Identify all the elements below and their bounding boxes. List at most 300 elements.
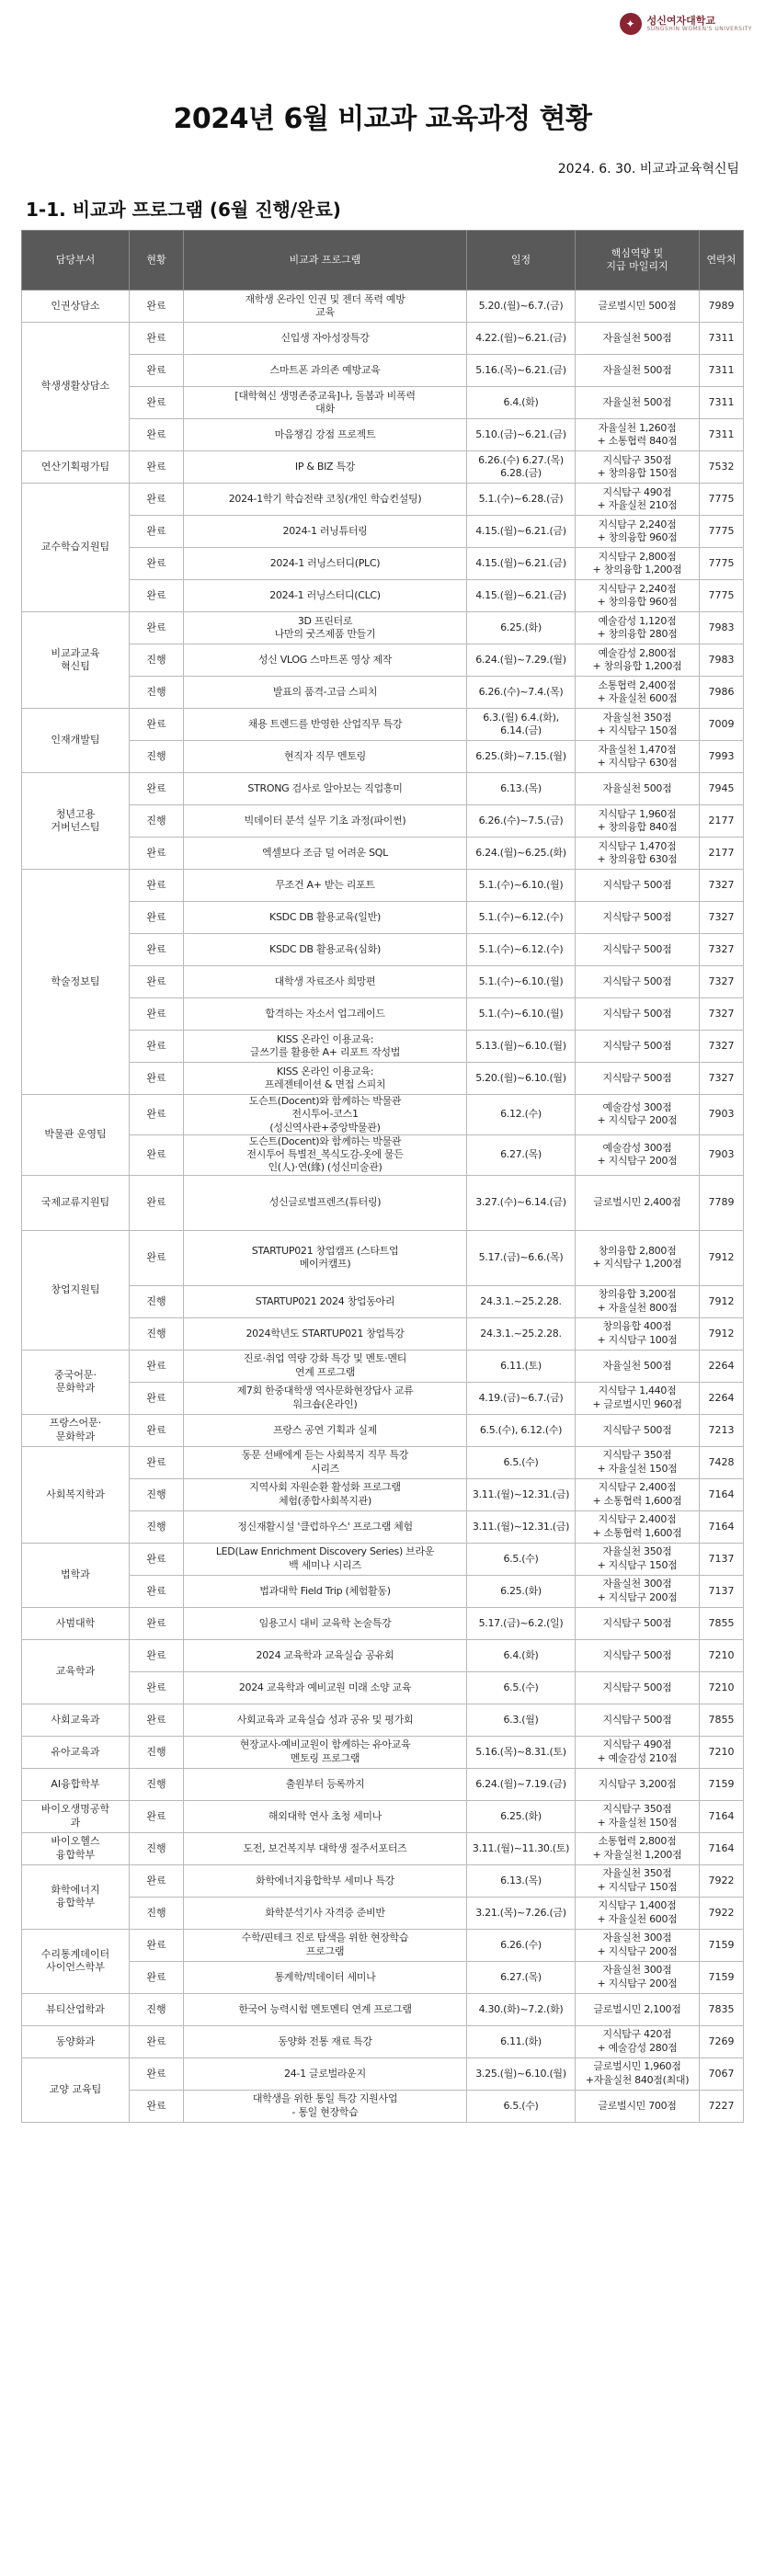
department-cell: 유아교육과 [22,1736,130,1768]
status-cell: 완료 [130,612,184,644]
mileage-cell: 지식탐구 1,440점 + 글로벌시민 960점 [576,1382,700,1414]
contact-cell: 7922 [700,1897,744,1929]
table-row [22,1671,744,1704]
program-cell: 성신 VLOG 스마트폰 영상 제작 [184,644,467,677]
schedule-cell: 6.26.(수) 6.27.(목) 6.28.(금) [467,451,576,484]
schedule-cell: 5.17.(금)~6.2.(일) [467,1607,576,1639]
schedule-cell: 6.25.(화)~7.15.(월) [467,741,576,773]
schedule-cell: 4.19.(금)~6.7.(금) [467,1382,576,1414]
program-cell: 2024 교육학과 교육실습 공유회 [184,1639,467,1671]
table-header-row [22,231,744,291]
status-cell: 완료 [130,1095,184,1135]
contact-cell: 7775 [700,516,744,548]
status-cell: 완료 [130,419,184,451]
table-row [22,709,744,741]
table-row [22,1575,744,1607]
table-row [22,1414,744,1446]
contact-cell: 7327 [700,870,744,902]
program-cell: 정신재활시설 '클럽하우스' 프로그램 체험 [184,1510,467,1543]
mileage-cell: 예술감성 2,800점 + 창의융합 1,200점 [576,644,700,677]
schedule-cell: 6.26.(수) [467,1929,576,1961]
program-cell: 성신글로벌프렌즈(튜터링) [184,1175,467,1230]
table-row [22,1897,744,1929]
schedule-cell: 5.13.(월)~6.10.(월) [467,1031,576,1063]
contact-cell: 7213 [700,1414,744,1446]
program-cell: 도슨트(Docent)와 함께하는 박물관 전시투어-코스1 (성신역사관+중앙박물관) [184,1095,467,1135]
schedule-cell: 6.5.(수) [467,1671,576,1704]
status-cell: 진행 [130,677,184,709]
contact-cell: 7210 [700,1671,744,1704]
status-cell: 완료 [130,548,184,580]
schedule-cell: 6.13.(목) [467,773,576,805]
status-cell: 완료 [130,1543,184,1575]
table-row [22,838,744,870]
status-cell: 완료 [130,1864,184,1897]
contact-cell: 7989 [700,291,744,323]
mileage-cell: 지식탐구 1,960점 + 창의융합 840점 [576,805,700,838]
table-row [22,612,744,644]
table-row [22,419,744,451]
table-row [22,966,744,998]
status-cell: 완료 [130,323,184,355]
table-row [22,1446,744,1478]
department-cell: 사회복지학과 [22,1446,130,1543]
contact-cell: 7311 [700,387,744,419]
program-cell: 2024-1학기 학습전략 코칭(개인 학습컨설팅) [184,484,467,516]
program-cell: 빅데이터 분석 실무 기초 과정(파이썬) [184,805,467,838]
table-row [22,998,744,1031]
status-cell: 완료 [130,1382,184,1414]
status-cell: 완료 [130,1929,184,1961]
contact-cell: 7009 [700,709,744,741]
schedule-cell: 24.3.1.~25.2.28. [467,1317,576,1350]
mileage-cell: 지식탐구 500점 [576,1704,700,1736]
mileage-cell: 자율실천 1,260점 + 소통협력 840점 [576,419,700,451]
program-cell: 통계학/빅데이터 세미나 [184,1961,467,1993]
mileage-cell: 자율실천 500점 [576,773,700,805]
schedule-cell: 6.27.(목) [467,1134,576,1175]
mileage-cell: 지식탐구 350점 + 창의융합 150점 [576,451,700,484]
schedule-cell: 4.15.(월)~6.21.(금) [467,580,576,612]
department-cell: 바이오헬스 융합학부 [22,1832,130,1864]
mileage-cell: 글로벌시민 1,960점 +자율실천 840점(최대) [576,2057,700,2090]
program-cell: 스마트폰 과의존 예방교육 [184,355,467,387]
department-cell: 청년고용 거버넌스팀 [22,773,130,870]
mileage-cell: 지식탐구 500점 [576,870,700,902]
schedule-cell: 24.3.1.~25.2.28. [467,1285,576,1317]
table-row [22,1382,744,1414]
program-table [21,230,744,2123]
mileage-cell: 글로벌시민 500점 [576,291,700,323]
program-cell: [대학혁신 생명존중교육]나, 돌봄과 비폭력 대화 [184,387,467,419]
status-cell: 진행 [130,1897,184,1929]
schedule-cell: 4.30.(화)~7.2.(화) [467,1993,576,2025]
status-cell: 진행 [130,1832,184,1864]
contact-cell: 7903 [700,1095,744,1135]
department-cell: 교수학습지원팀 [22,484,130,612]
table-row [22,323,744,355]
mileage-cell: 창의융합 3,200점 + 자율실천 800점 [576,1285,700,1317]
schedule-cell: 6.24.(월)~7.29.(월) [467,644,576,677]
contact-cell: 7855 [700,1704,744,1736]
status-cell: 완료 [130,966,184,998]
status-cell: 완료 [130,1350,184,1382]
table-row [22,1832,744,1864]
program-cell: 엑셀보다 조금 덜 어려운 SQL [184,838,467,870]
contact-cell: 7210 [700,1639,744,1671]
schedule-cell: 5.1.(수)~6.12.(수) [467,934,576,966]
mileage-cell: 소통협력 2,800점 + 자율실천 1,200점 [576,1832,700,1864]
schedule-cell: 6.26.(수)~7.5.(금) [467,805,576,838]
mileage-cell: 예술감성 1,120점 + 창의융합 280점 [576,612,700,644]
contact-cell: 7775 [700,580,744,612]
schedule-cell: 6.27.(목) [467,1961,576,1993]
table-row [22,387,744,419]
schedule-cell: 5.16.(목)~8.31.(토) [467,1736,576,1768]
contact-cell: 7164 [700,1510,744,1543]
department-cell: AI융합학부 [22,1768,130,1800]
program-cell: 도전, 보건복지부 대학생 절주서포터즈 [184,1832,467,1864]
department-cell: 뷰티산업학과 [22,1993,130,2025]
table-row [22,355,744,387]
table-row [22,484,744,516]
header-status: 현황 [130,231,184,291]
program-cell: 대학생 자료조사 희망편 [184,966,467,998]
program-cell: 2024 교육학과 예비교원 미래 소양 교육 [184,1671,467,1704]
mileage-cell: 예술감성 300점 + 지식탐구 200점 [576,1134,700,1175]
table-body [22,291,744,2123]
table-row [22,902,744,934]
table-row [22,580,744,612]
schedule-cell: 5.20.(월)~6.10.(월) [467,1063,576,1095]
status-cell: 완료 [130,1446,184,1478]
status-cell: 완료 [130,1575,184,1607]
table-row [22,1607,744,1639]
status-cell: 진행 [130,1285,184,1317]
program-cell: 2024-1 러닝튜터링 [184,516,467,548]
mileage-cell: 글로벌시민 2,400점 [576,1175,700,1230]
mileage-cell: 글로벌시민 700점 [576,2090,700,2122]
table-row [22,516,744,548]
mileage-cell: 지식탐구 3,200점 [576,1768,700,1800]
status-cell: 완료 [130,838,184,870]
department-cell: 교육학과 [22,1639,130,1704]
page-title: 2024년 6월 비교과 교육과정 현황 [173,103,592,135]
status-cell: 완료 [130,451,184,484]
contact-cell: 2177 [700,838,744,870]
contact-cell: 7903 [700,1134,744,1175]
status-cell: 진행 [130,1510,184,1543]
schedule-cell: 6.13.(목) [467,1864,576,1897]
program-cell: STARTUP021 창업캠프 (스타트업 메이커캠프) [184,1230,467,1285]
table-row [22,2057,744,2090]
mileage-cell: 지식탐구 350점 + 자율실천 150점 [576,1800,700,1832]
status-cell: 완료 [130,1800,184,1832]
mileage-cell: 자율실천 350점 + 지식탐구 150점 [576,1543,700,1575]
schedule-cell: 6.24.(월)~7.19.(금) [467,1768,576,1800]
schedule-cell: 5.1.(수)~6.10.(월) [467,966,576,998]
header-contact: 연락처 [700,231,744,291]
schedule-cell: 5.1.(수)~6.10.(월) [467,870,576,902]
department-cell: 국제교류지원팀 [22,1175,130,1230]
status-cell: 진행 [130,1993,184,2025]
mileage-cell: 지식탐구 500점 [576,966,700,998]
schedule-cell: 5.10.(금)~6.21.(금) [467,419,576,451]
program-cell: 한국어 능력시험 멘토멘티 연계 프로그램 [184,1993,467,2025]
department-cell: 비교과교육 혁신팀 [22,612,130,709]
program-cell: 현장교사-예비교원이 함께하는 유아교육 멘토링 프로그램 [184,1736,467,1768]
header-competency-mileage: 핵심역량 및 지급 마일리지 [576,231,700,291]
contact-cell: 7327 [700,934,744,966]
table-row [22,870,744,902]
mileage-cell: 지식탐구 490점 + 예술감성 210점 [576,1736,700,1768]
table-row [22,1639,744,1671]
department-cell: 바이오생명공학 과 [22,1800,130,1832]
program-cell: 재학생 온라인 인권 및 젠더 폭력 예방 교육 [184,291,467,323]
status-cell: 완료 [130,1175,184,1230]
university-logo [620,11,752,37]
status-cell: 완료 [130,870,184,902]
mileage-cell: 자율실천 1,470점 + 지식탐구 630점 [576,741,700,773]
table-row [22,1800,744,1832]
contact-cell: 7922 [700,1864,744,1897]
department-cell: 학술정보팀 [22,870,130,1095]
contact-cell: 7945 [700,773,744,805]
contact-cell: 7067 [700,2057,744,2090]
program-cell: 현직자 직무 멘토링 [184,741,467,773]
program-cell: 지역사회 자원순환 활성화 프로그램 체험(종합사회복지관) [184,1478,467,1510]
table-row [22,1134,744,1175]
table-row [22,1063,744,1095]
schedule-cell: 6.3.(월) 6.4.(화), 6.14.(금) [467,709,576,741]
table-row [22,1736,744,1768]
contact-cell: 7269 [700,2025,744,2057]
table-row [22,773,744,805]
contact-cell: 7311 [700,323,744,355]
contact-cell: 7986 [700,677,744,709]
schedule-cell: 3.21.(목)~7.26.(금) [467,1897,576,1929]
header-program: 비교과 프로그램 [184,231,467,291]
program-cell: KISS 온라인 이용교육: 프레젠테이션 & 면접 스피치 [184,1063,467,1095]
mileage-cell: 자율실천 300점 + 지식탐구 200점 [576,1961,700,1993]
schedule-cell: 3.11.(월)~12.31.(금) [467,1510,576,1543]
status-cell: 진행 [130,1317,184,1350]
contact-cell: 2264 [700,1350,744,1382]
table-row [22,1478,744,1510]
mileage-cell: 지식탐구 500점 [576,934,700,966]
status-cell: 완료 [130,2025,184,2057]
schedule-cell: 6.12.(수) [467,1095,576,1135]
status-cell: 완료 [130,998,184,1031]
mileage-cell: 예술감성 300점 + 지식탐구 200점 [576,1095,700,1135]
table-row [22,1993,744,2025]
program-cell: 출원부터 등록까지 [184,1768,467,1800]
program-cell: KSDC DB 활용교육(일반) [184,902,467,934]
contact-cell: 7789 [700,1175,744,1230]
mileage-cell: 자율실천 500점 [576,355,700,387]
contact-cell: 2177 [700,805,744,838]
program-cell: 발표의 품격-고급 스피치 [184,677,467,709]
program-cell: 해외대학 연사 초청 세미나 [184,1800,467,1832]
program-cell: IP & BIZ 특강 [184,451,467,484]
department-cell: 수리통계데이터 사이언스학부 [22,1929,130,1993]
mileage-cell: 지식탐구 2,400점 + 소통협력 1,600점 [576,1478,700,1510]
schedule-cell: 6.3.(월) [467,1704,576,1736]
program-cell: 2024학년도 STARTUP021 창업특강 [184,1317,467,1350]
schedule-cell: 3.11.(월)~11.30.(토) [467,1832,576,1864]
schedule-cell: 5.16.(목)~6.21.(금) [467,355,576,387]
schedule-cell: 6.25.(화) [467,612,576,644]
mileage-cell: 지식탐구 1,400점 + 자율실천 600점 [576,1897,700,1929]
table-row [22,644,744,677]
table-row [22,291,744,323]
table-row [22,805,744,838]
contact-cell: 7159 [700,1929,744,1961]
status-cell: 완료 [130,934,184,966]
schedule-cell: 5.1.(수)~6.28.(금) [467,484,576,516]
mileage-cell: 창의융합 2,800점 + 지식탐구 1,200점 [576,1230,700,1285]
schedule-cell: 6.25.(화) [467,1800,576,1832]
status-cell: 완료 [130,1031,184,1063]
status-cell: 완료 [130,1671,184,1704]
schedule-cell: 6.5.(수) [467,2090,576,2122]
table-row [22,1929,744,1961]
mileage-cell: 지식탐구 500점 [576,998,700,1031]
program-cell: STRONG 검사로 알아보는 직업흥미 [184,773,467,805]
department-cell: 동양화과 [22,2025,130,2057]
contact-cell: 7327 [700,998,744,1031]
mileage-cell: 창의융합 400점 + 지식탐구 100점 [576,1317,700,1350]
department-cell: 인권상담소 [22,291,130,323]
department-cell: 교양 교육팀 [22,2057,130,2122]
schedule-cell: 6.11.(화) [467,2025,576,2057]
status-cell: 완료 [130,1704,184,1736]
schedule-cell: 3.27.(수)~6.14.(금) [467,1175,576,1230]
table-row [22,451,744,484]
program-cell: 진로·취업 역량 강화 특강 및 멘토·멘티 연계 프로그램 [184,1350,467,1382]
mileage-cell: 자율실천 500점 [576,1350,700,1382]
contact-cell: 7164 [700,1478,744,1510]
mileage-cell: 지식탐구 1,470점 + 창의융합 630점 [576,838,700,870]
department-cell: 화학에너지 융합학부 [22,1864,130,1929]
schedule-cell: 3.11.(월)~12.31.(금) [467,1478,576,1510]
status-cell: 완료 [130,2057,184,2090]
program-cell: 2024-1 러닝스터디(CLC) [184,580,467,612]
mileage-cell: 지식탐구 2,240점 + 창의융합 960점 [576,580,700,612]
program-cell: 2024-1 러닝스터디(PLC) [184,548,467,580]
mileage-cell: 자율실천 300점 + 지식탐구 200점 [576,1575,700,1607]
mileage-cell: 지식탐구 500점 [576,1639,700,1671]
contact-cell: 7912 [700,1317,744,1350]
mileage-cell: 글로벌시민 2,100점 [576,1993,700,2025]
program-cell: 합격하는 자소서 업그레이드 [184,998,467,1031]
schedule-cell: 6.4.(화) [467,387,576,419]
program-cell: KSDC DB 활용교육(심화) [184,934,467,966]
contact-cell: 7159 [700,1768,744,1800]
contact-cell: 7327 [700,966,744,998]
contact-cell: 7428 [700,1446,744,1478]
program-cell: STARTUP021 2024 창업동아리 [184,1285,467,1317]
table-row [22,934,744,966]
contact-cell: 7775 [700,548,744,580]
program-cell: 24-1 글로벌라운지 [184,2057,467,2090]
logo-korean-name: 성신여자대학교 [646,15,715,28]
status-cell: 완료 [130,355,184,387]
table-row [22,548,744,580]
schedule-cell: 6.24.(월)~6.25.(화) [467,838,576,870]
schedule-cell: 6.25.(화) [467,1575,576,1607]
schedule-cell: 6.5.(수) [467,1446,576,1478]
mileage-cell: 지식탐구 490점 + 자율실천 210점 [576,484,700,516]
program-cell: 채용 트렌드를 반영한 산업직무 특강 [184,709,467,741]
table-row [22,2025,744,2057]
table-row [22,1317,744,1350]
program-cell: 신입생 자아성장특강 [184,323,467,355]
status-cell: 완료 [130,1607,184,1639]
department-cell: 인재개발팀 [22,709,130,773]
contact-cell: 2264 [700,1382,744,1414]
mileage-cell: 지식탐구 500점 [576,1063,700,1095]
contact-cell: 7311 [700,355,744,387]
department-cell: 사회교육과 [22,1704,130,1736]
mileage-cell: 지식탐구 420점 + 예술감성 280점 [576,2025,700,2057]
program-cell: 도슨트(Docent)와 함께하는 박물관 전시투어 특별전_복식도감-옷에 물든 인(人)·연(緣) (성신미술관) [184,1134,467,1175]
mileage-cell: 지식탐구 500점 [576,1031,700,1063]
table-row [22,1543,744,1575]
table-row [22,1961,744,1993]
status-cell: 완료 [130,1134,184,1175]
contact-cell: 7983 [700,612,744,644]
contact-cell: 7210 [700,1736,744,1768]
status-cell: 완료 [130,773,184,805]
contact-cell: 7912 [700,1230,744,1285]
contact-cell: 7912 [700,1285,744,1317]
table-row [22,741,744,773]
status-cell: 진행 [130,1736,184,1768]
department-cell: 학생생활상담소 [22,323,130,451]
program-cell: KISS 온라인 이용교육: 글쓰기를 활용한 A+ 리포트 작성법 [184,1031,467,1063]
mileage-cell: 지식탐구 500점 [576,902,700,934]
mileage-cell: 지식탐구 2,240점 + 창의융합 960점 [576,516,700,548]
program-cell: 수학/핀테크 진로 탐색을 위한 현장학습 프로그램 [184,1929,467,1961]
contact-cell: 7227 [700,2090,744,2122]
department-cell: 창업지원팀 [22,1230,130,1350]
program-cell: 사회교육과 교육실습 성과 공유 및 평가회 [184,1704,467,1736]
program-cell: 3D 프린터로 나만의 굿즈제품 만들기 [184,612,467,644]
program-cell: LED(Law Enrichment Discovery Series) 브라운 백 세미나 시리즈 [184,1543,467,1575]
schedule-cell: 5.20.(월)~6.7.(금) [467,291,576,323]
mileage-cell: 지식탐구 500점 [576,1671,700,1704]
contact-cell: 7835 [700,1993,744,2025]
table-row [22,1510,744,1543]
program-cell: 동양화 전통 재료 특강 [184,2025,467,2057]
mileage-cell: 지식탐구 500점 [576,1414,700,1446]
contact-cell: 7983 [700,644,744,677]
schedule-cell: 5.1.(수)~6.12.(수) [467,902,576,934]
contact-cell: 7137 [700,1543,744,1575]
mileage-cell: 자율실천 300점 + 지식탐구 200점 [576,1929,700,1961]
program-cell: 대학생을 위한 통일 특강 지원사업 - 통일 현장학습 [184,2090,467,2122]
mileage-cell: 자율실천 500점 [576,323,700,355]
status-cell: 완료 [130,2090,184,2122]
schedule-cell: 4.15.(월)~6.21.(금) [467,516,576,548]
header-department: 담당부서 [22,231,130,291]
status-cell: 완료 [130,516,184,548]
status-cell: 완료 [130,709,184,741]
mileage-cell: 자율실천 350점 + 지식탐구 150점 [576,709,700,741]
status-cell: 완료 [130,1230,184,1285]
schedule-cell: 5.17.(금)~6.6.(목) [467,1230,576,1285]
